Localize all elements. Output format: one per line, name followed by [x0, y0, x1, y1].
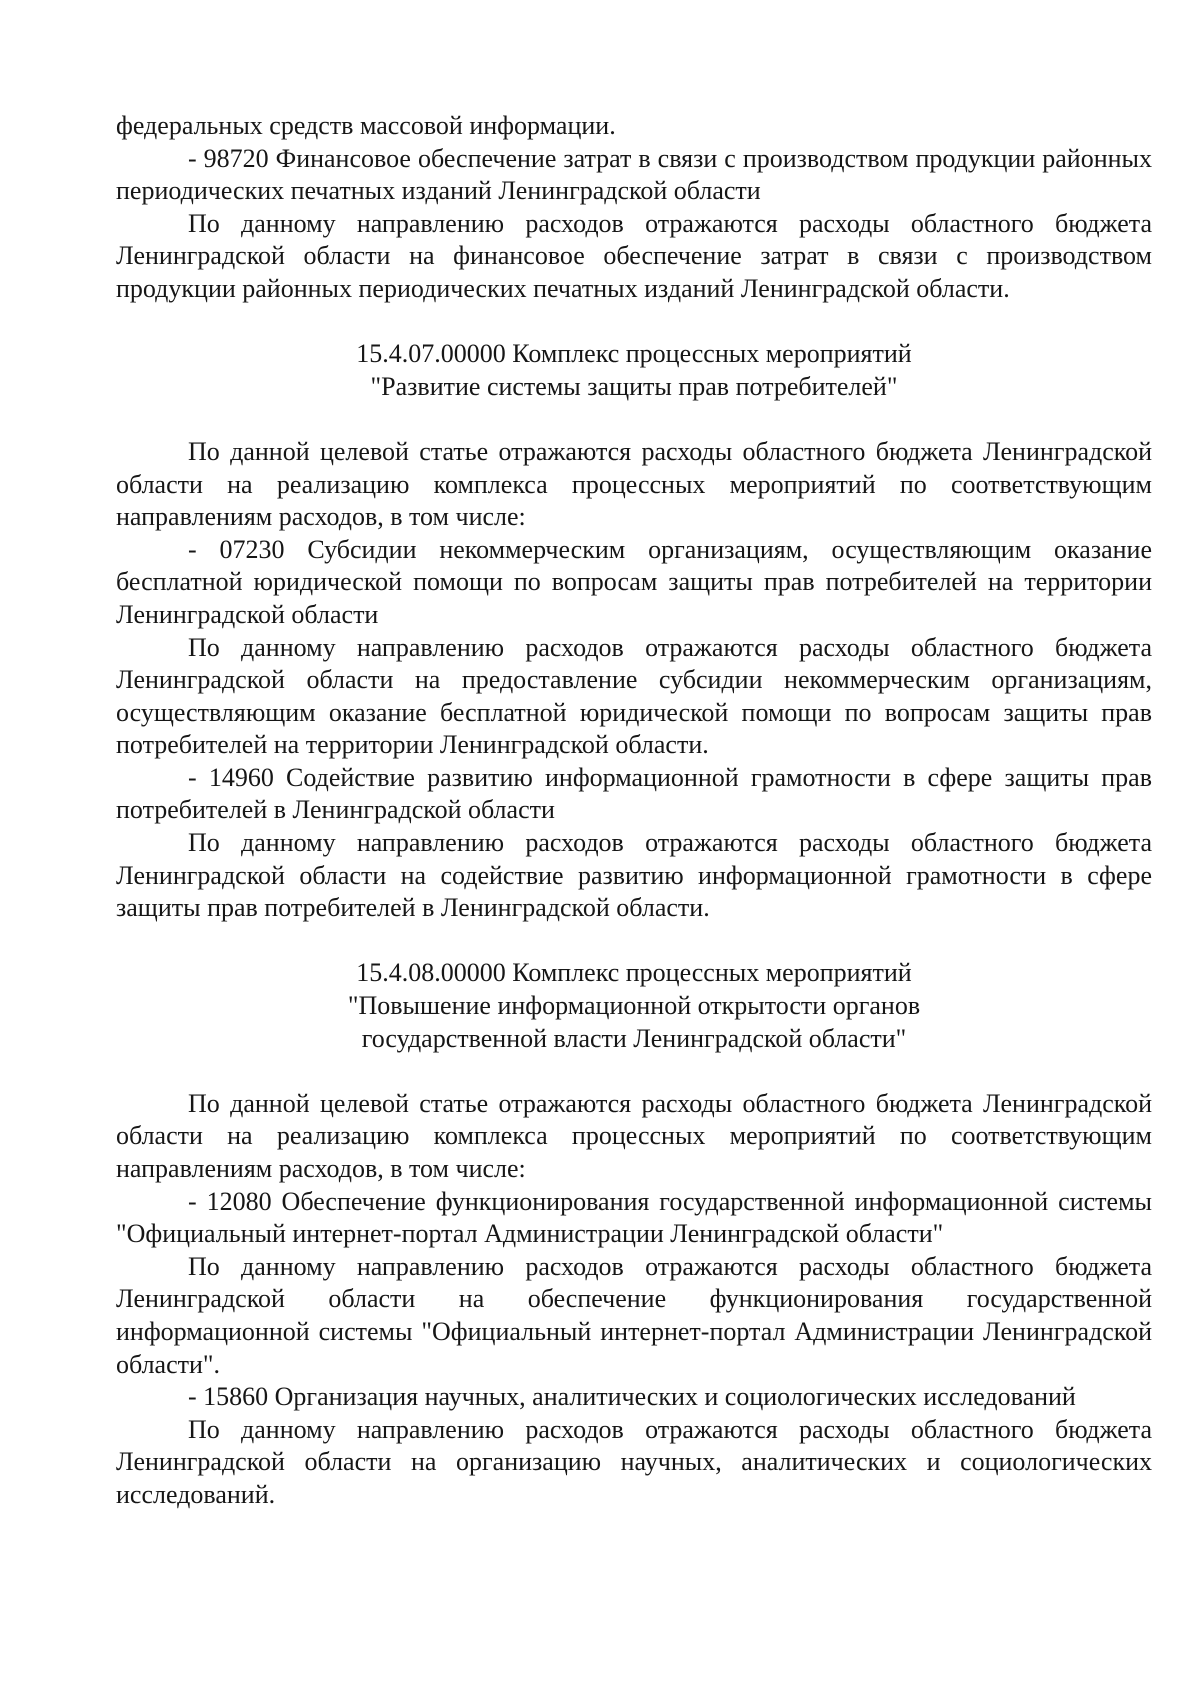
heading-line: "Развитие системы защиты прав потребителей"	[370, 371, 898, 401]
heading-line: государственной власти Ленинградской области"	[361, 1023, 907, 1053]
heading-line: "Повышение информационной открытости органов	[347, 991, 921, 1021]
paragraph: По данному направлению расходов отражаются расходы областного бюджета Ленинградской области на организацию научных, аналитических и социологических исследований.	[116, 1414, 1152, 1509]
document-body	[116, 110, 1152, 1512]
paragraph: федеральных средств массовой информации.	[116, 111, 616, 140]
section-heading	[116, 338, 1152, 403]
paragraph: - 14960 Содействие развитию информационной грамотности в сфере защиты прав потребителей в Ленинградской области	[116, 762, 1152, 825]
heading-line: 15.4.07.00000 Комплекс процессных мероприятий	[356, 339, 912, 369]
section-spacer	[116, 925, 1152, 958]
paragraph: По данной целевой статье отражаются расходы областного бюджета Ленинградской области на реализацию комплекса процессных мероприятий по соответствующим направлениям расходов, в том числе:	[116, 1088, 1152, 1183]
paragraph: - 12080 Обеспечение функционирования государственной информационной системы "Официальный интернет-портал Администрации Ленинградской области"	[116, 1186, 1152, 1249]
section-spacer	[116, 403, 1152, 436]
paragraph: По данному направлению расходов отражаются расходы областного бюджета Ленинградской области на обеспечение функционирования государственной информационной системы "Официальный интернет-портал Администрации Ленинградской области".	[116, 1251, 1152, 1379]
heading-line: 15.4.08.00000 Комплекс процессных мероприятий	[356, 958, 912, 988]
section-spacer	[116, 1055, 1152, 1088]
paragraph: - 15860 Организация научных, аналитических и социологических исследований	[188, 1382, 1076, 1412]
paragraph: По данному направлению расходов отражаются расходы областного бюджета Ленинградской области на содействие развитию информационной грамотности в сфере защиты прав потребителей в Ленинградской области.	[116, 828, 1152, 923]
paragraph: По данному направлению расходов отражаются расходы областного бюджета Ленинградской области на финансовое обеспечение затрат в связи с производством продукции районных периодических печатных изданий Ленинградской области.	[116, 208, 1152, 303]
paragraph: По данному направлению расходов отражаются расходы областного бюджета Ленинградской области на предоставление субсидии некоммерческим организациям, осуществляющим оказание бесплатной юридической помощи по вопросам защиты прав потребителей на территории Ленинградской области.	[116, 632, 1152, 760]
section-heading	[116, 957, 1152, 1055]
paragraph: По данной целевой статье отражаются расходы областного бюджета Ленинградской области на реализацию комплекса процессных мероприятий по соответствующим направлениям расходов, в том числе:	[116, 436, 1152, 532]
paragraph: - 07230 Субсидии некоммерческим организациям, осуществляющим оказание бесплатной юридической помощи по вопросам защиты прав потребителей на территории Ленинградской области	[116, 534, 1152, 629]
section-spacer	[116, 306, 1152, 339]
paragraph: - 98720 Финансовое обеспечение затрат в связи с производством продукции районных периодических печатных изданий Ленинградской области	[116, 143, 1152, 206]
